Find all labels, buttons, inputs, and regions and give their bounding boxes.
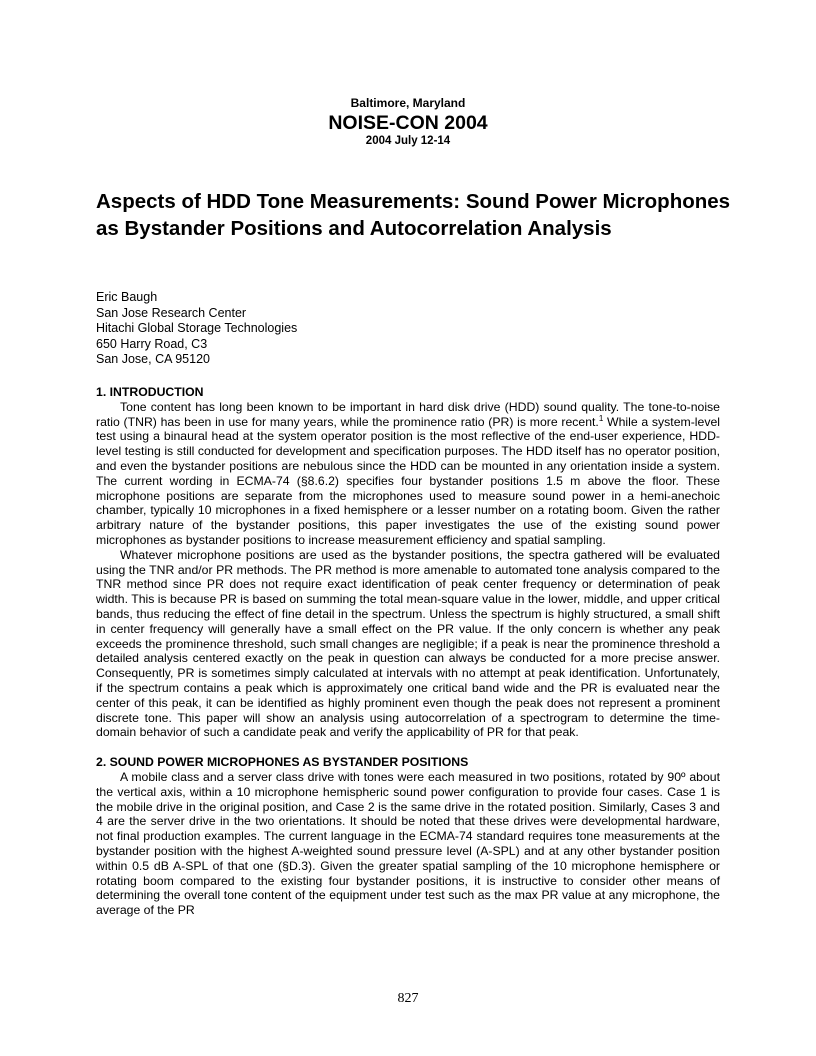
paragraph — [96, 400, 720, 548]
paragraph: Whatever microphone positions are used as the bystander positions, the spectra gathered will be evaluated using the TNR and/or PR methods. The PR method is more amenable to automated tone analysis compared to the TNR method since PR does not require exact identification of peak center frequency or determination of peak width. This is because PR is based on summing the total mean-square value in the lower, middle, and upper critical bands, thus reducing the effect of fine detail in the spectrum. Unless the spectrum is highly structured, a small shift in center frequency will generally have a small effect on the PR value. If the only concern is whether any peak exceeds the prominence threshold, such small changes are negligible; if a peak is near the prominence threshold a detailed analysis centered exactly on the peak in question can always be conducted for a more precise answer. Consequently, PR is sometimes simply calculated at intervals with no attempt at peak identification. Unfortunately, if the spectrum contains a peak which is approximately one critical band wide and the PR is evaluated near the center of this peak, it can be identified as highly prominent even though the peak does not represent a prominent discrete tone. This paper will show an analysis using autocorrelation of a spectrogram to determine the time-domain behavior of such a candidate peak and verify the applicability of PR for that peak. — [96, 547, 720, 740]
footnote-reference: 1 — [598, 413, 604, 423]
author-affiliation-line: Hitachi Global Storage Technologies — [96, 321, 298, 335]
paragraph-text: While a system-level test using a binaural head at the system operator position is the most reflective of the end-user experience, HDD-level testing is still conducted for development and specification purposes. The HDD itself has no operator position, and even the bystander positions are nebulous since the HDD can be mounted in any orientation inside a system. The current wording in ECMA-74 (§8.6.2) specifies four bystander positions 1.5 m above the floor. These microphone positions are separate from the microphones used to measure sound power in a hemi-anechoic chamber, typically 10 microphones in a fixed hemisphere or a lesser number on a rotating boom. Given the rather arbitrary nature of the bystander positions, this paper investigates the use of the existing sound power microphones as bystander positions to increase measurement efficiency and spatial sampling. — [96, 414, 720, 547]
paper-body — [96, 385, 720, 918]
section-heading: 1. INTRODUCTION — [96, 385, 204, 399]
conference-header — [0, 96, 816, 148]
author-address-line: 650 Harry Road, C3 — [96, 336, 208, 351]
conference-dates: 2004 July 12-14 — [365, 135, 451, 147]
page-number: 827 — [397, 991, 419, 1006]
conference-location: Baltimore, Maryland — [350, 96, 466, 110]
author-block — [96, 290, 297, 368]
conference-name: NOISE-CON 2004 — [328, 112, 488, 134]
paragraph: A mobile class and a server class drive with tones were each measured in two positions, rotated by 90º about the vertical axis, within a 10 microphone hemispheric sound power configuration to provide four cases. Case 1 is the mobile drive in the original position, and Case 2 is the same drive in the rotated position. Similarly, Cases 3 and 4 are the server drive in the two orientations. It should be noted that these drives were developmental hardware, not final production examples. The current language in the ECMA-74 standard requires tone measurements at the bystander position with the highest A-weighted sound pressure level (A-SPL) and at any other bystander position within 0.5 dB A-SPL of that one (§D.3). Given the greater spatial sampling of the 10 microphone hemisphere or rotating boom compared to the existing four bystander positions, it is instructive to consider other means of determining the overall tone content of the equipment under test such as the max PR value at any microphone, the average of the PR — [96, 769, 720, 918]
paper-title: Aspects of HDD Tone Measurements: Sound Power Microphones as Bystander Positions and Autocorrelation Analysis — [96, 190, 731, 240]
author-name: Eric Baugh — [96, 290, 158, 304]
author-address-line: San Jose, CA 95120 — [96, 352, 210, 366]
paragraph-text: Tone content has long been known to be important in hard disk drive (HDD) sound quality. The tone-to-noise ratio (TNR) has been in use for many years, while the prominence ratio (PR) is more recent. — [96, 399, 720, 429]
section-heading: 2. SOUND POWER MICROPHONES AS BYSTANDER POSITIONS — [96, 755, 469, 770]
author-affiliation-line: San Jose Research Center — [96, 305, 247, 320]
